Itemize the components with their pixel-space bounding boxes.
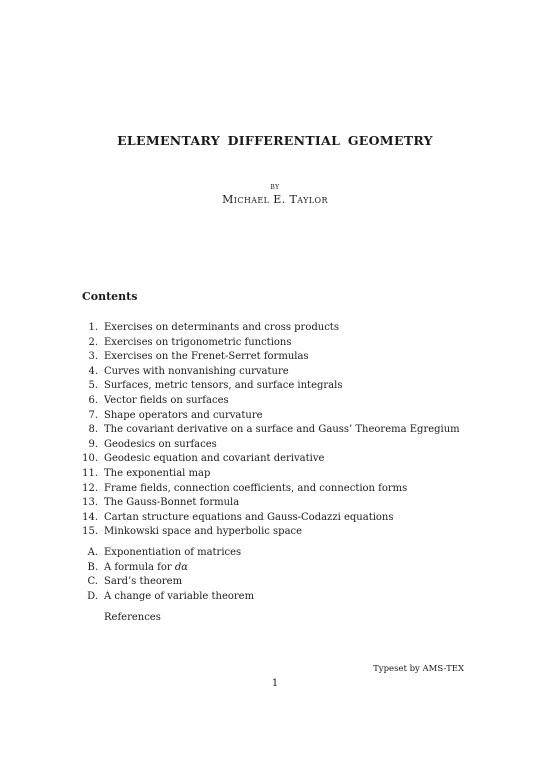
toc-title: Exercises on the Frenet-Serret formulas bbox=[104, 351, 309, 363]
byline-by: by bbox=[270, 182, 280, 192]
toc-number: 4. bbox=[88, 365, 98, 377]
toc-number: 11. bbox=[82, 468, 98, 479]
toc-title-with-math bbox=[104, 561, 188, 575]
toc-number: 7. bbox=[88, 409, 98, 421]
toc-title: Frame fields, connection coefficients, and connection forms bbox=[104, 482, 408, 494]
toc-title: Vector fields on surfaces bbox=[104, 395, 229, 406]
author-name: Michael E. Taylor bbox=[222, 193, 328, 206]
toc-number: 10. bbox=[82, 453, 98, 465]
toc-number: 15. bbox=[82, 526, 98, 538]
contents-heading: Contents bbox=[82, 290, 138, 303]
toc-title: Cartan structure equations and Gauss-Codazzi equations bbox=[104, 511, 394, 523]
toc-number: B. bbox=[87, 561, 98, 573]
toc-title: Surfaces, metric tensors, and surface integrals bbox=[104, 380, 343, 392]
toc-number: C. bbox=[87, 576, 98, 588]
page-number: 1 bbox=[271, 678, 279, 689]
toc-title: Exercises on determinants and cross products bbox=[104, 322, 339, 333]
toc-number: 12. bbox=[82, 482, 98, 494]
document-title: ELEMENTARY DIFFERENTIAL GEOMETRY bbox=[117, 133, 433, 148]
toc-number: 3. bbox=[88, 351, 98, 363]
toc-title: A formula for bbox=[104, 561, 175, 573]
math-d-alpha: dα bbox=[174, 561, 189, 573]
toc-number: A. bbox=[87, 547, 98, 558]
toc-title: The exponential map bbox=[104, 468, 211, 479]
typeset-note: Typeset by AMS-TEX bbox=[373, 664, 464, 674]
toc-number: 9. bbox=[88, 438, 98, 450]
toc-number: 2. bbox=[88, 336, 98, 348]
toc-title: The Gauss-Bonnet formula bbox=[104, 497, 240, 509]
toc-number: 13. bbox=[82, 497, 98, 509]
toc-title: Minkowski space and hyperbolic space bbox=[104, 526, 303, 538]
toc-title: The covariant derivative on a surface and Gauss’ Theorema Egregium bbox=[104, 424, 460, 436]
toc-number: 6. bbox=[88, 395, 98, 406]
toc-number: 8. bbox=[88, 424, 98, 436]
toc-title: Exercises on trigonometric functions bbox=[104, 336, 292, 348]
toc-number: 14. bbox=[82, 511, 98, 523]
toc-title: Sard’s theorem bbox=[104, 576, 183, 588]
toc-number: 1. bbox=[88, 322, 98, 333]
toc-title: Shape operators and curvature bbox=[104, 409, 263, 421]
toc-number: D. bbox=[87, 590, 98, 602]
toc-title: Geodesic equation and covariant derivative bbox=[104, 453, 325, 465]
toc-title: Curves with nonvanishing curvature bbox=[104, 365, 289, 377]
toc-title: A change of variable theorem bbox=[104, 590, 255, 602]
toc-title: Geodesics on surfaces bbox=[104, 438, 217, 450]
toc-title: Exponentiation of matrices bbox=[104, 547, 242, 558]
references-entry[interactable]: References bbox=[104, 612, 161, 623]
toc-number: 5. bbox=[88, 380, 98, 392]
